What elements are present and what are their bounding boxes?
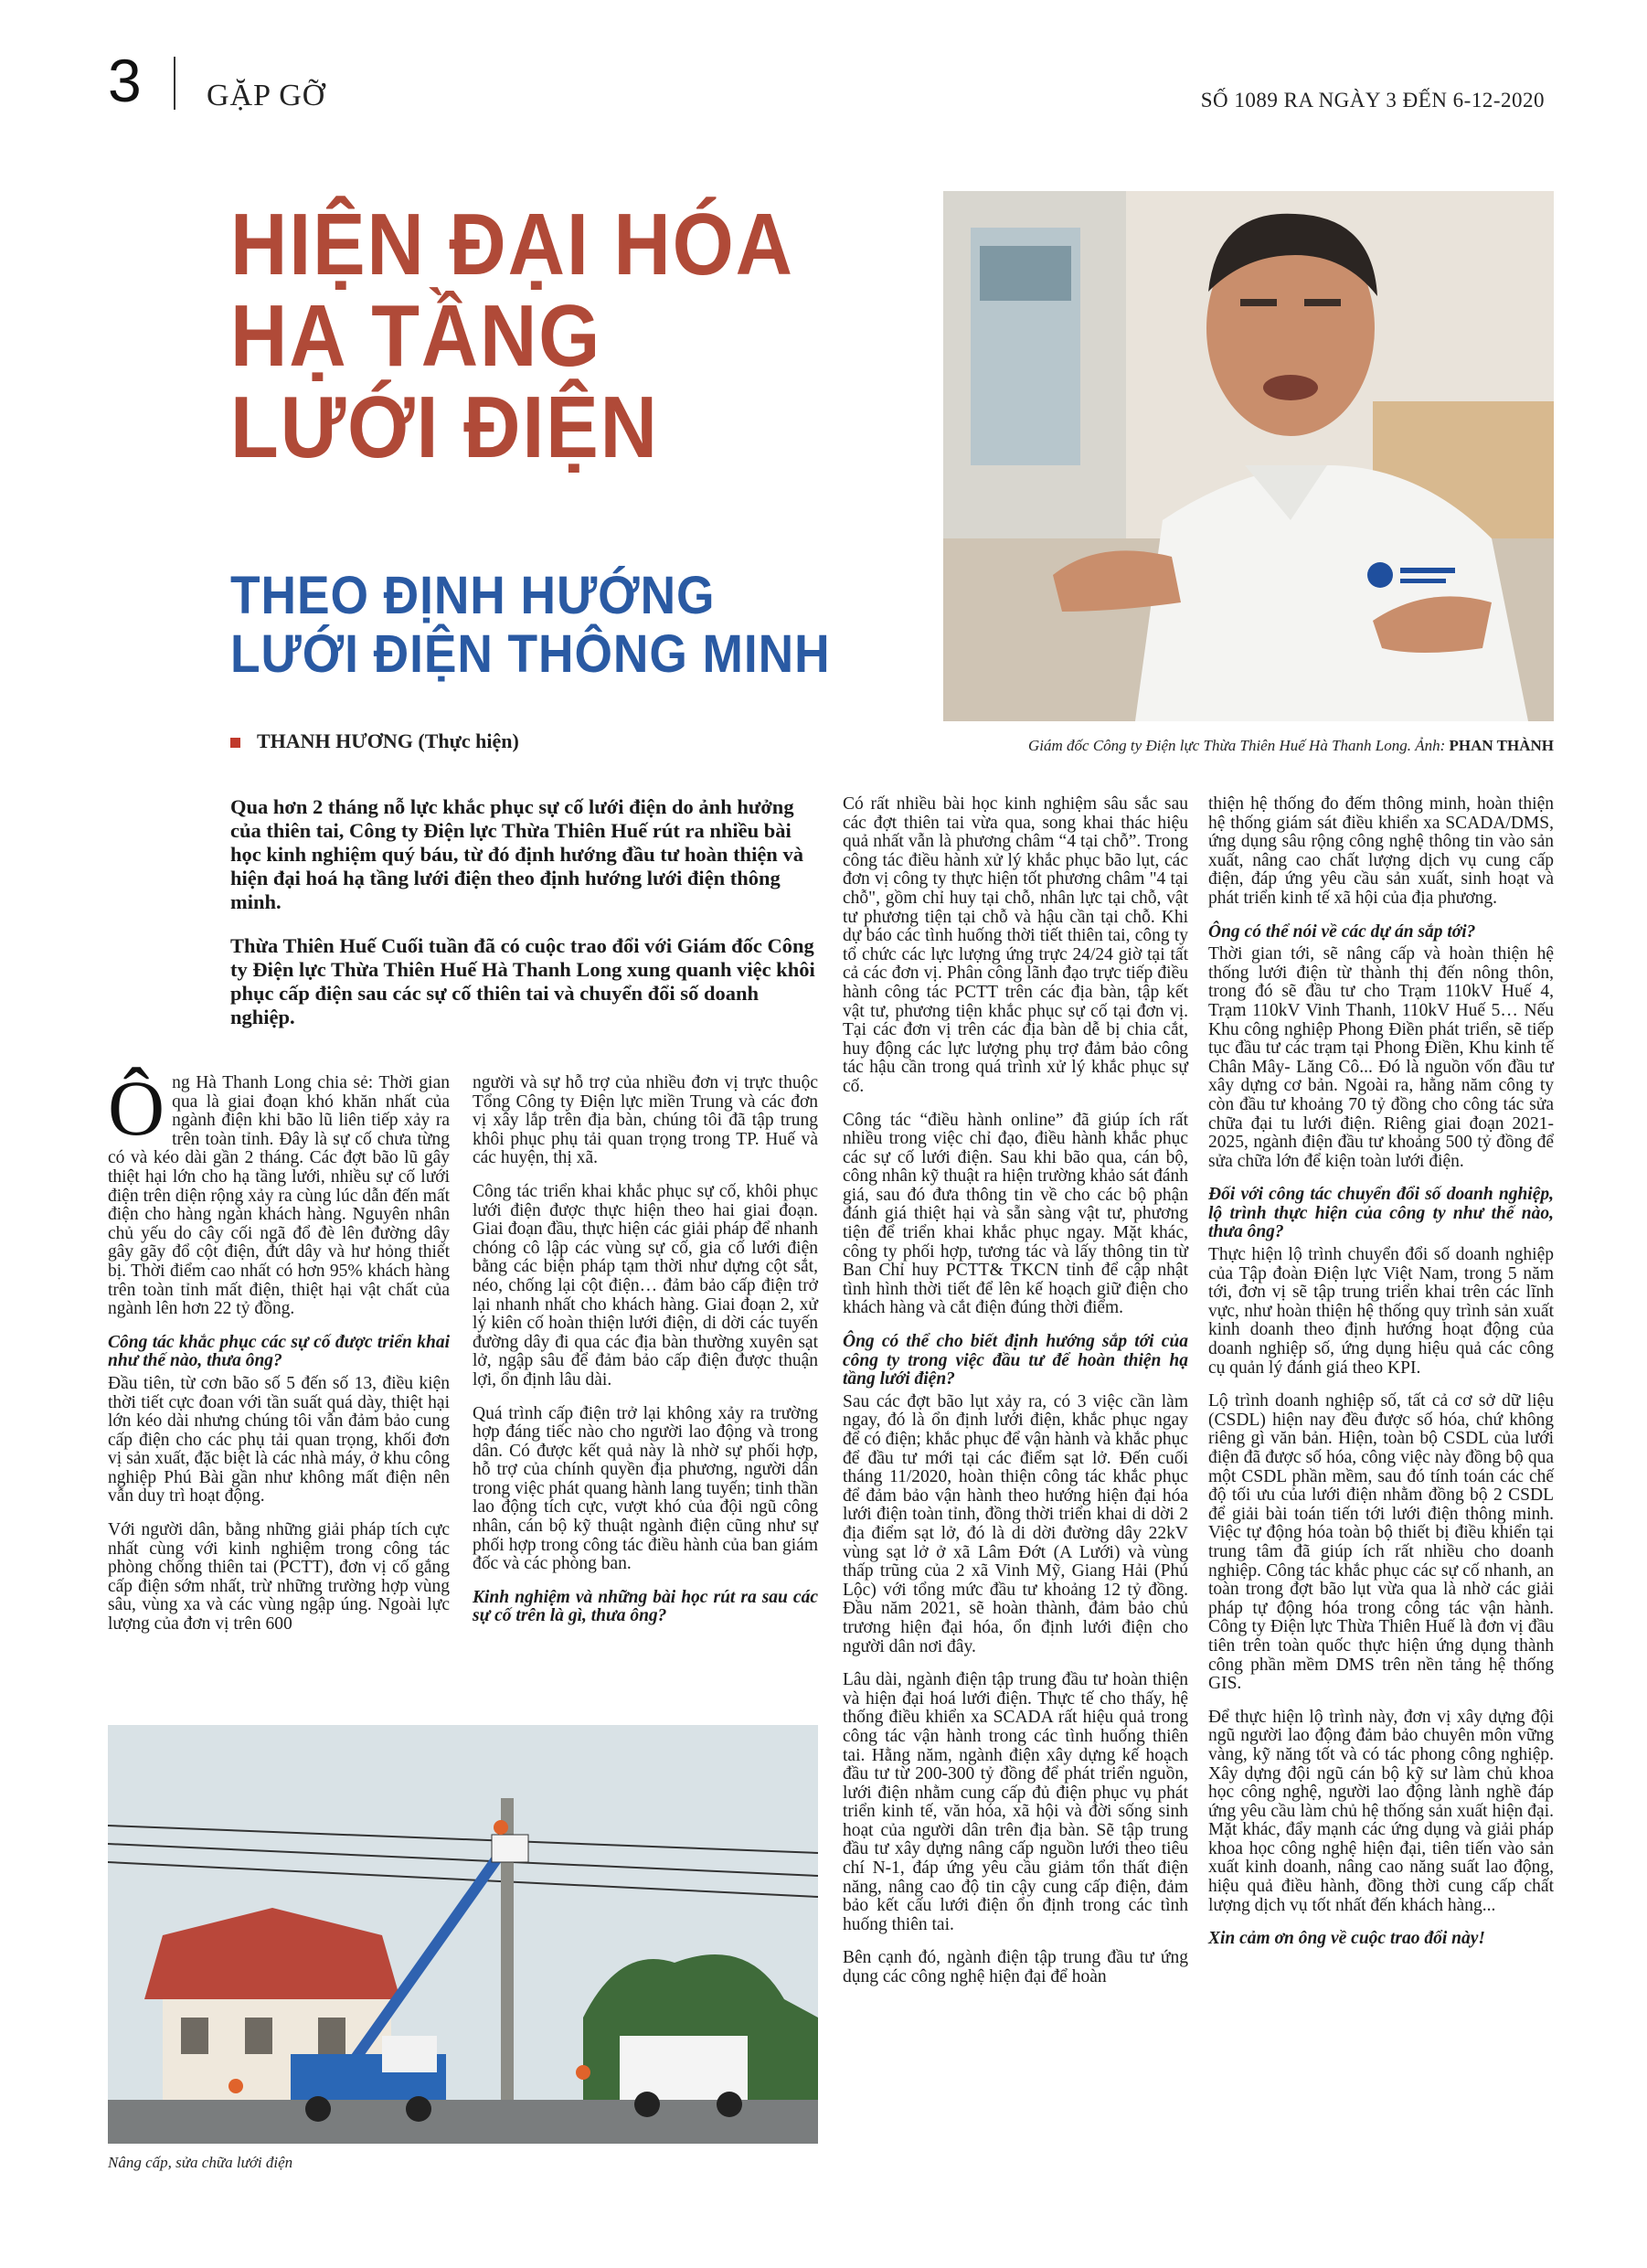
- article-column-1: [108, 1064, 450, 1649]
- headline-line: HẠ TẦNG: [230, 287, 602, 385]
- paragraph: Công tác triển khai khắc phục sự cố, khôi phục lưới điện được thực hiện theo hai giai đoạn. Giai đoạn đầu, thực hiện các giải pháp để nhanh chóng cô lập các vùng sự cố, gia cố lưới điện bằng các biện pháp tạm thời như dựng cột sắt, néo, chống lại cột điện… đảm bảo cấp điện trở lại nhanh nhất cho khách hàng. Giai đoạn 2, xử lý kiên cố hoàn thiện lưới điện, di dời các tuyến đường dây đi qua các địa bàn thường xuyên sạt lở, ngập sâu để đảm bảo cấp điện được thuận lợi, ổn định lâu dài.: [473, 1181, 818, 1390]
- question: Ông có thể nói về các dự án sắp tới?: [1208, 921, 1476, 942]
- question: Đối với công tác chuyển đổi số doanh nghiệp, lộ trình thực hiện của công ty như thế nào, thưa ông?: [1208, 1185, 1554, 1242]
- paragraph: Thực hiện lộ trình chuyển đổi số doanh nghiệp của Tập đoàn Điện lực Việt Nam, trong 5 năm tới, đơn vị sẽ tập trung triển khai trên các lĩnh vực, như hoàn thiện hệ thống quy trình sản xuất kinh doanh theo định hướng hoạt động của doanh nghiệp số, ứng dụng hiệu quả các công cụ quản lý đánh giá theo KPI.: [1208, 1245, 1554, 1378]
- field-work-photo: [108, 1725, 818, 2144]
- byline-marker: [230, 738, 240, 748]
- paragraph: Lâu dài, ngành điện tập trung đầu tư hoàn thiện và hiện đại hoá lưới điện. Thực tế cho thấy, hệ thống điều khiển xa SCADA rất hiệu quả trong công tác vận hành trong các tình huống thiên tai. Hằng năm, ngành điện xây dựng kế hoạch đầu tư từ 200-300 tỷ đồng để phát triển nguồn, lưới điện nhằm cung cấp đủ điện phục vụ phát triển kinh tế, văn hóa, xã hội và đời sống sinh hoạt của người dân trên địa bàn. Sẽ tập trung đầu tư xây dựng nâng cấp nguồn lưới theo tiêu chí N-1, đáp ứng yêu cầu giảm tổn thất điện năng, nâng cao độ tin cậy cung cấp điện, đảm bảo kết cấu lưới điện ổn định trong các tình huống thiên tai.: [843, 1670, 1188, 1934]
- paragraph: Để thực hiện lộ trình này, đơn vị xây dựng đội ngũ người lao động đảm bảo chuyên môn vững vàng, kỹ năng tốt và có tác phong công nghiệp. Xây dựng đội ngũ cán bộ kỹ sư làm chủ khoa học công nghệ, người lao động lành nghề đáp ứng yêu cầu làm chủ hệ thống sản xuất hiện đại. Mặt khác, đẩy mạnh các ứng dụng và giải pháp khoa học công nghệ hiện đại, tiên tiến vào sản xuất kinh doanh, nâng cao năng suất lao động, hiệu quả điều hành, đồng thời cung cấp chất lượng dịch vụ tốt nhất đến khách hàng...: [1208, 1707, 1554, 1915]
- paragraph: thiện hệ thống đo đếm thông minh, hoàn thiện hệ thống giám sát điều khiển xa SCADA/DMS, ứng dụng sâu rộng công nghệ thông tin vào sản xuất, nâng cao chất lượng dịch vụ cung cấp điện, đáp ứng yêu cầu sản xuất, sinh hoạt và phát triển kinh tế xã hội của địa phương.: [1208, 794, 1554, 908]
- paragraph: [108, 1064, 450, 1319]
- subheadline-line: THEO ĐỊNH HƯỚNG: [230, 566, 716, 625]
- subheadline: [230, 567, 887, 684]
- paragraph: Bên cạnh đó, ngành điện tập trung đầu tư ứng dụng các công nghệ hiện đại để hoàn: [843, 1948, 1188, 1987]
- headline-line: LƯỚI ĐIỆN: [230, 378, 659, 476]
- byline: [230, 729, 519, 753]
- paragraph: Thời gian tới, sẽ nâng cấp và hoàn thiện hệ thống lưới điện từ thành thị đến nông thôn, trong đó sẽ đầu tư cho Trạm 110kV Huế 4, Trạm 110kV Vinh Thanh, 110kV Huế 5… Nếu Khu công nghiệp Phong Điền phát triển, sẽ tiếp tục đầu tư các trạm tại Phong Điền, Khu kinh tế Chân Mây- Lăng Cô... Đó là nguồn vốn đầu tư xây dựng cơ bản. Ngoài ra, hằng năm công ty còn đầu tư khoảng 70 tỷ đồng cho công tác sửa chữa đại tu lưới điện. Riêng giai đoạn 2021-2025, ngành điện đầu tư khoảng 500 tỷ đồng để sửa chữa lớn để kiện toàn lưới điện.: [1208, 944, 1554, 1171]
- lead-paragraph: [230, 795, 815, 1049]
- field-work-caption: Nâng cấp, sửa chữa lưới điện: [108, 2154, 293, 2171]
- header-divider: [174, 57, 175, 110]
- headline: [230, 196, 872, 476]
- paragraph: Đầu tiên, từ cơn bão số 5 đến số 13, điều kiện thời tiết cực đoan với tần suất quá dày, thiệt hại lớn kéo dài nhưng chúng tôi vẫn đảm bảo cung cấp điện cho các phụ tải quan trọng, khối đơn vị sản xuất, đặc biệt là các nhà máy, ở khu công nghiệp Phú Bài gần như không mất điện nên vẫn duy trì hoạt động.: [108, 1373, 450, 1507]
- portrait-caption: [943, 737, 1554, 755]
- lead-text: Thừa Thiên Huế Cuối tuần đã có cuộc trao đổi với Giám đốc Công ty Điện lực Thừa Thiên Huế Hà Thanh Long xung quanh việc khôi phục cấp điện sau các sự cố thiên tai và chuyển đổi số doanh nghiệp.: [230, 934, 815, 1028]
- portrait-credit: PHAN THÀNH: [1449, 737, 1554, 754]
- field-work-illustration: [108, 1725, 818, 2144]
- paragraph: Với người dân, bằng những giải pháp tích cực nhất cùng với kinh nghiệm trong công tác phòng chống thiên tai (PCTT), đơn vị cố gắng cấp điện sớm nhất, trừ những trường hợp vùng sâu, vùng xa và các vùng ngập úng. Ngoài lực lượng của đơn vị trên 600: [108, 1520, 450, 1634]
- portrait-illustration: [943, 191, 1554, 721]
- paragraph: Sau các đợt bão lụt xảy ra, có 3 việc cần làm ngay, đó là ổn định lưới điện, khắc phục ngay để có điện; khắc phục để vận hành và khắc phục để đầu tư mới tại các điểm sạt lở. Đến cuối tháng 11/2020, hoàn thiện công tác khắc phục để đảm bảo vận hành theo hướng hiện đại hóa lưới điện toàn tỉnh, đồng thời triển khai di dời 2 địa điểm sạt lở, đó là di dời đường dây 22kV vùng sạt lở ở xã Lâm Đớt (A Lưới) và vùng thấp trũng của 2 xã Vinh Mỹ, Giang Hải (Phú Lộc) với tổng mức đầu tư khoảng 12 tỷ đồng. Đầu năm 2021, sẽ hoàn thành, đảm bảo chủ trương hiện đại hóa, ổn định lưới điện cho người dân nơi đây.: [843, 1391, 1188, 1656]
- portrait-caption-text: Giám đốc Công ty Điện lực Thừa Thiên Huế Hà Thanh Long. Ảnh:: [1028, 737, 1450, 754]
- lead-text: Qua hơn 2 tháng nỗ lực khắc phục sự cố lưới điện do ảnh hưởng của thiên tai, Công ty Điện lực Thừa Thiên Huế rút ra nhiều bài học kinh nghiệm quý báu, từ đó định hướng đầu tư hoàn thiện và hiện đại hoá hạ tầng lưới điện theo định hướng lưới điện thông minh.: [230, 795, 803, 913]
- article-column-3: [843, 795, 1188, 2002]
- subheadline-line: LƯỚI ĐIỆN THÔNG MINH: [230, 624, 831, 684]
- question: Công tác khắc phục các sự cố được triển khai như thế nào, thưa ông?: [108, 1332, 450, 1371]
- paragraph: Có rất nhiều bài học kinh nghiệm sâu sắc sau các đợt thiên tai vừa qua, song khai thác hiệu quả nhất vẫn là phương châm “4 tại chỗ”. Trong công tác điều hành xử lý khắc phục bão lụt, các đơn vị công ty thực hiện tốt phương châm "4 tại chỗ", gồm chỉ huy tại chỗ, nhân lực tại chỗ, vật tư phương tiện tại chỗ và hậu cần tại chỗ. Khi dự báo các tình huống thời tiết thiên tai, công ty tổ chức các lực lượng ứng trực 24/24 giờ tại tất cả các đơn vị. Phân công lãnh đạo trực tiếp điều hành công tác PCTT trên các địa bàn, tập kết vật tư, phương tiện khắc phục sự cố tại đơn vị. Tại các đơn vị trên các địa bàn dễ bị chia cắt, huy động các lực lượng phụ trợ đảm bảo công tác hậu cần trong quá trình xử lý khắc phục sự cố.: [843, 794, 1188, 1096]
- paragraph-text: ng Hà Thanh Long chia sẻ: Thời gian qua là giai đoạn khó khăn nhất của ngành điện khi bão lũ liên tiếp xảy ra trên toàn tỉnh. Đây là sự cố chưa từng có và kéo dài gần 2 tháng. Các đợt bão lũ gây thiệt hại lớn cho hạ tầng lưới, nhiều sự cố lưới điện trên diện rộng xảy ra cùng lúc dẫn đến mất điện cho hàng ngàn khách hàng. Nguyên nhân chủ yếu do cây cối ngã đổ đè lên đường dây gây gãy đổ cột điện, đứt dây và hư hỏng thiết bị. Thời điểm cao nhất có hơn 95% khách hàng trên toàn tỉnh mất điện, thiệt hại vật chất của ngành lên hơn 22 tỷ đồng.: [108, 1073, 450, 1319]
- paragraph: Quá trình cấp điện trở lại không xảy ra trường hợp đáng tiếc nào cho người lao động và trong dân. Có được kết quả này là nhờ sự phối hợp, hỗ trợ của chính quyền địa phương, người dân trong việc phát quang hành lang tuyến; tinh thần lao động tích cực, vượt khó của đội ngũ công nhân, cán bộ kỹ thuật ngành điện cũng như sự phối hợp trong công tác điều hành của ban giám đốc và các phòng ban.: [473, 1403, 818, 1574]
- issue-info: SỐ 1089 RA NGÀY 3 ĐẾN 6-12-2020: [1200, 89, 1545, 112]
- article-column-4: [1208, 795, 1554, 1953]
- section-name: GẶP GỠ: [207, 79, 326, 112]
- question: Ông có thể cho biết định hướng sắp tới của công ty trong việc đầu tư để hoàn thiện hạ tầng lưới điện?: [843, 1332, 1188, 1390]
- paragraph: Công tác “điều hành online” đã giúp ích rất nhiều trong việc chỉ đạo, điều hành khắc phục các sự cố lưới điện. Sau khi bão qua, cán bộ, công nhân kỹ thuật ra hiện trường khảo sát đánh giá, sau đó đưa thông tin về cho các bộ phận đánh giá thiệt hại và sẵn sàng vật tư, phương tiện để triển khai khắc phục ngay. Mặt khác, công ty phối hợp, tương tác và lấy thông tin từ Ban Chỉ huy PCTT& TKCN tỉnh để cập nhật tình hình thời tiết để lên kế hoạch giữ điện cho khách hàng và cắt điện đúng thời điểm.: [843, 1110, 1188, 1318]
- headline-line: HIỆN ĐẠI HÓA: [230, 196, 794, 293]
- byline-text: THANH HƯƠNG (Thực hiện): [257, 729, 519, 752]
- drop-cap: Ô: [108, 1064, 165, 1152]
- closing-line: Xin cảm ơn ông về cuộc trao đổi này!: [1208, 1929, 1485, 1949]
- portrait-photo: [943, 191, 1554, 721]
- question: Kinh nghiệm và những bài học rút ra sau các sự cố trên là gì, thưa ông?: [473, 1587, 818, 1626]
- article-column-2: [473, 1074, 818, 1630]
- paragraph: Lộ trình doanh nghiệp số, tất cả cơ sở dữ liệu (CSDL) hiện nay đều được số hóa, chứ không riêng gì văn bản. Hiện, toàn bộ CSDL của lưới điện đã được số hóa, công việc này đồng bộ qua một CSDL phần mềm, sau đó tính toán các chế độ tối ưu của lưới điện nhằm đồng bộ 2 CSDL để giải bài toán tiến tới lưới điện thông minh. Việc tự động hóa toàn bộ thiết bị điều khiển tại trung tâm đã giúp ích rất nhiều cho doanh nghiệp. Công tác khắc phục các sự cố nhanh, an toàn trong đợt bão lụt vừa qua là nhờ các giải pháp tự động hóa trong công tác vận hành. Công ty Điện lực Thừa Thiên Huế là đơn vị đầu tiên trên toàn quốc thực hiện ứng dụng thành công phần mềm DMS trên nền tảng hệ thống GIS.: [1208, 1391, 1554, 1694]
- paragraph: người và sự hỗ trợ của nhiều đơn vị trực thuộc Tổng Công ty Điện lực miền Trung và các đơn vị xây lắp trên địa bàn, chúng tôi đã tập trung khôi phục phụ tải quan trọng trong TP. Huế và các huyện, thị xã.: [473, 1073, 818, 1168]
- page-number: 3: [108, 47, 142, 114]
